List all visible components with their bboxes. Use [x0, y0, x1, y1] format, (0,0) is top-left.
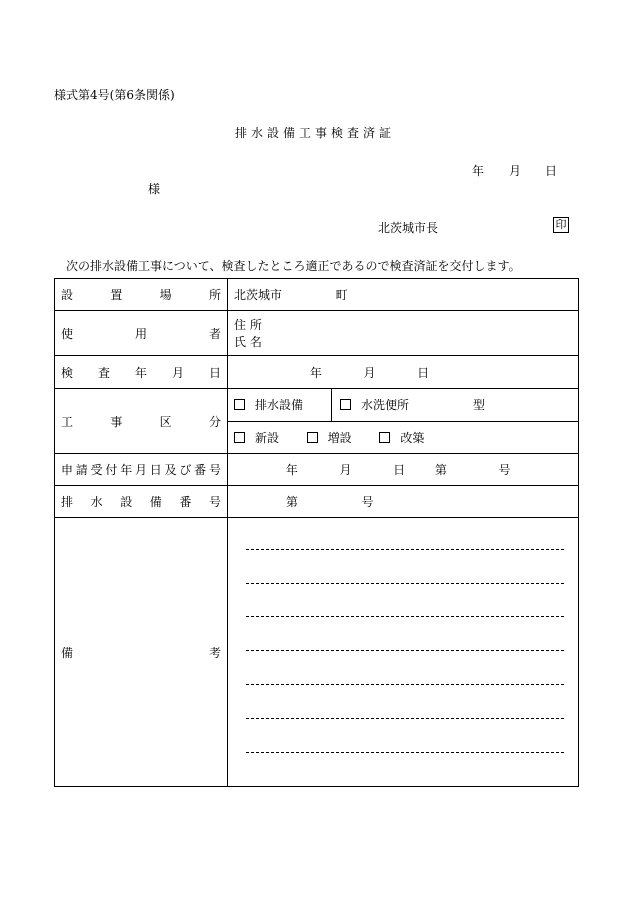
remarks-line	[246, 650, 564, 651]
inspection-day: 日	[417, 365, 430, 380]
label-char: 使	[61, 326, 74, 341]
label-char: 年	[134, 365, 147, 380]
remarks-line	[246, 752, 564, 753]
inspection-table	[54, 278, 579, 787]
checkbox-icon[interactable]	[234, 399, 245, 410]
issue-date-day: 日	[545, 164, 558, 178]
inspection-date-field[interactable]	[228, 356, 579, 389]
label-char: 区	[159, 414, 172, 429]
label-char: 者	[208, 326, 221, 341]
label-char: 場	[159, 288, 172, 302]
option-add: 増設	[327, 430, 352, 445]
work-type-row1	[228, 389, 579, 422]
label-char: 用	[134, 326, 147, 341]
equipment-number-field[interactable]	[228, 486, 579, 518]
label-char: 備	[149, 495, 162, 509]
label-char: 月	[134, 463, 147, 477]
document-title: 排水設備工事検査済証	[234, 126, 395, 140]
remarks-line	[246, 684, 564, 685]
label-char: び	[179, 463, 192, 477]
label-char: 及	[164, 463, 177, 477]
option-label: 水洗便所	[361, 398, 410, 413]
remarks-line	[246, 718, 564, 719]
label-char: 考	[208, 645, 221, 660]
row-location	[55, 279, 579, 311]
option-new: 新設	[255, 430, 280, 445]
remarks-field[interactable]	[228, 518, 579, 787]
label-work-type	[55, 389, 228, 454]
label-char: 日	[149, 463, 162, 477]
label-char: 排	[61, 495, 74, 509]
user-address-label: 住 所	[234, 318, 262, 332]
label-location	[55, 279, 228, 311]
intro-text: 次の排水設備工事について、検査したところ適正であるので検査済証を交付します。	[66, 259, 521, 273]
checkbox-icon[interactable]	[234, 432, 245, 443]
seal-mark: 印	[553, 217, 569, 233]
label-char: 設	[61, 288, 74, 302]
user-name-label: 氏 名	[234, 335, 262, 349]
model-suffix: 型	[473, 398, 486, 413]
row-application	[55, 454, 579, 486]
label-char: 番	[194, 463, 207, 477]
label-char: 請	[75, 463, 88, 477]
location-city: 北茨城市	[234, 288, 283, 302]
label-equipment-number	[55, 486, 228, 518]
option-label: 排水設備	[255, 398, 304, 413]
label-char: 工	[61, 414, 74, 429]
application-month: 月	[339, 463, 352, 477]
label-char: 所	[208, 288, 221, 302]
label-char: 備	[61, 645, 74, 660]
row-remarks	[55, 518, 579, 787]
label-remarks	[55, 518, 228, 787]
label-char: 設	[120, 495, 133, 509]
application-field[interactable]	[228, 454, 579, 486]
location-field[interactable]	[228, 279, 579, 311]
issue-date-month: 月	[509, 164, 522, 178]
label-char: 検	[61, 365, 74, 380]
checkbox-icon[interactable]	[340, 399, 351, 410]
label-application	[55, 454, 228, 486]
equip-no-prefix: 第	[285, 495, 298, 509]
label-char: 付	[105, 463, 118, 477]
option-drain-equipment[interactable]	[228, 389, 332, 421]
application-no-prefix: 第	[434, 463, 447, 477]
label-inspection-date	[55, 356, 228, 389]
location-town: 町	[335, 288, 348, 302]
row-inspection-date	[55, 356, 579, 389]
work-type-row2	[228, 421, 579, 454]
remarks-line	[246, 583, 564, 584]
checkbox-icon[interactable]	[379, 432, 390, 443]
label-user	[55, 311, 228, 356]
label-char: 日	[208, 365, 221, 380]
label-char: 受	[90, 463, 103, 477]
label-char: 番	[179, 495, 192, 509]
issue-date-year: 年	[472, 164, 485, 178]
issuer-name: 北茨城市長	[378, 221, 439, 235]
row-equipment-number	[55, 486, 579, 518]
label-char: 置	[110, 288, 123, 302]
equip-no-suffix: 号	[361, 495, 374, 509]
label-char: 査	[97, 365, 110, 380]
label-char: 号	[208, 463, 221, 477]
row-user	[55, 311, 579, 356]
label-char: 申	[61, 463, 74, 477]
application-year: 年	[285, 463, 298, 477]
option-flush-toilet[interactable]	[332, 389, 485, 421]
label-char: 分	[208, 414, 221, 429]
label-char: 号	[208, 495, 221, 509]
application-no-suffix: 号	[498, 463, 511, 477]
row-work-type-1	[55, 389, 579, 422]
remarks-line	[246, 616, 564, 617]
user-field[interactable]	[228, 311, 579, 356]
form-number: 様式第4号(第6条関係)	[54, 88, 175, 102]
label-char: 年	[120, 463, 133, 477]
checkbox-icon[interactable]	[307, 432, 318, 443]
application-day: 日	[393, 463, 406, 477]
addressee-suffix: 様	[148, 182, 161, 196]
remarks-line	[246, 549, 564, 550]
inspection-month: 月	[363, 365, 376, 380]
option-modify: 改築	[400, 430, 425, 445]
label-char: 事	[110, 414, 123, 429]
label-char: 月	[171, 365, 184, 380]
label-char: 水	[90, 495, 103, 509]
inspection-year: 年	[309, 365, 322, 380]
